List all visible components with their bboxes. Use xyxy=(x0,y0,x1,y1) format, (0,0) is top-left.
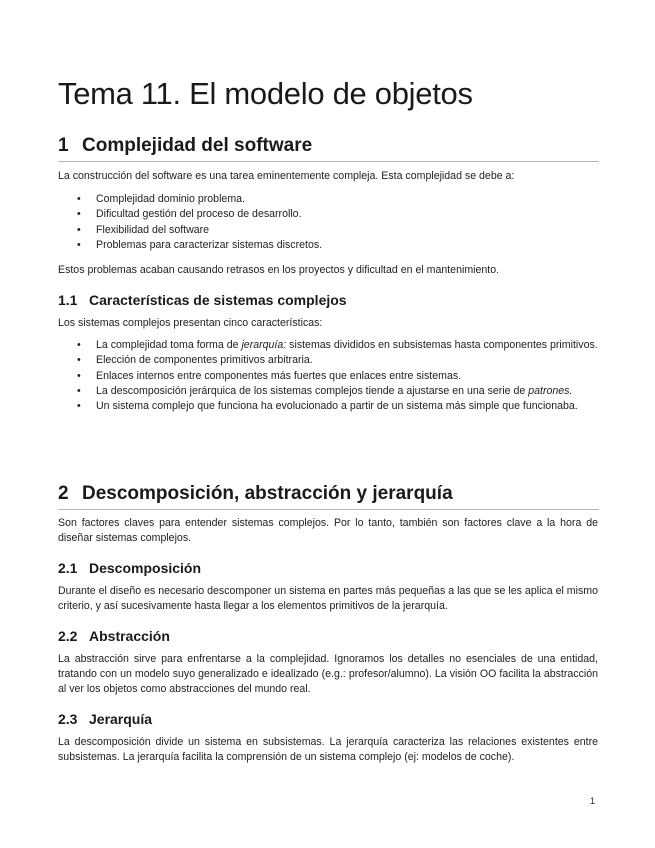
list-item xyxy=(58,338,598,353)
list-item: • Problemas para caracterizar sistemas discretos. xyxy=(58,238,598,253)
section-number: 2 xyxy=(58,483,69,504)
section-1-1-intro: Los sistemas complejos presentan cinco características: xyxy=(58,317,323,329)
section-2-3-text: La descomposición divide un sistema en subsistemas. La jerarquía caracteriza las relaciones existentes entre subsistemas. La jerarquía facilita la comprensión de un sistema complejo (ej: modelos de coche). xyxy=(58,736,598,763)
section-1-outro: Estos problemas acaban causando retrasos en los proyectos y dificultad en el mantenimiento. xyxy=(58,264,500,276)
section-number: 1.1 xyxy=(58,292,78,308)
list-item-emphasis: jerarquía: xyxy=(241,339,287,351)
section-number: 2.3 xyxy=(58,711,78,727)
list-item: • Dificultad gestión del proceso de desarrollo. xyxy=(58,207,598,222)
list-item-emphasis: patrones. xyxy=(528,384,573,397)
section-title: Abstracción xyxy=(89,628,170,644)
section-1-1-bullet-list xyxy=(58,338,598,414)
section-title: Complejidad del software xyxy=(82,135,313,156)
section-2-intro: Son factores claves para entender sistemas complejos. Por lo tanto, también son factores clave a la hora de diseñar sistemas complejos. xyxy=(58,517,598,544)
section-1-intro: La construcción del software es una tarea eminentemente compleja. Esta complejidad se debe a: xyxy=(58,170,515,182)
section-number: 2.1 xyxy=(58,560,78,576)
section-number: 2.2 xyxy=(58,628,78,644)
section-1-bullet-list xyxy=(58,192,598,253)
section-2-2-heading xyxy=(58,628,170,644)
section-2-2-text: La abstracción sirve para enfrentarse a la complejidad. Ignoramos los detalles no esenciales de una entidad, tratando con un modelo suyo generalizado e idealizado (e.g.: profesor/alumno). La visión OO facilita la abstracción al ver los objetos como abstracciones del mundo real. xyxy=(58,653,598,695)
list-item: • Un sistema complejo que funciona ha evolucionado a partir de un sistema más simple que funcionaba. xyxy=(58,399,598,414)
document-title: Tema 11. El modelo de objetos xyxy=(58,76,473,111)
list-item-text: La descomposición jerárquica de los sistemas complejos tiende a ajustarse en una serie de xyxy=(96,384,529,397)
section-title: Descomposición, abstracción y jerarquía xyxy=(82,483,453,504)
list-item: • Flexibilidad del software xyxy=(58,223,598,238)
section-1-heading xyxy=(58,135,599,162)
section-2-1-text: Durante el diseño es necesario descomponer un sistema en partes más pequeñas a las que se les aplica el mismo criterio, y así sucesivamente hasta llegar a los elementos primitivos de la jerarquía. xyxy=(58,585,598,612)
list-item: • Complejidad dominio problema. xyxy=(58,192,598,207)
page-number: 1 xyxy=(590,796,596,806)
section-title: Jerarquía xyxy=(89,711,153,727)
section-number: 1 xyxy=(58,135,69,156)
section-2-3-heading xyxy=(58,711,152,727)
section-1-1-heading xyxy=(58,292,347,308)
list-item xyxy=(58,384,598,399)
section-title: Descomposición xyxy=(89,560,202,576)
list-item-text: La complejidad toma forma de xyxy=(96,339,242,351)
section-title: Características de sistemas complejos xyxy=(89,292,347,308)
list-item: • Elección de componentes primitivos arbitraria. xyxy=(58,353,598,368)
section-2-1-heading xyxy=(58,560,201,576)
list-item-text: sistemas divididos en subsistemas hasta componentes primitivos. xyxy=(286,339,598,351)
list-item: • Enlaces internos entre componentes más fuertes que enlaces entre sistemas. xyxy=(58,369,598,384)
section-2-heading xyxy=(58,483,599,510)
